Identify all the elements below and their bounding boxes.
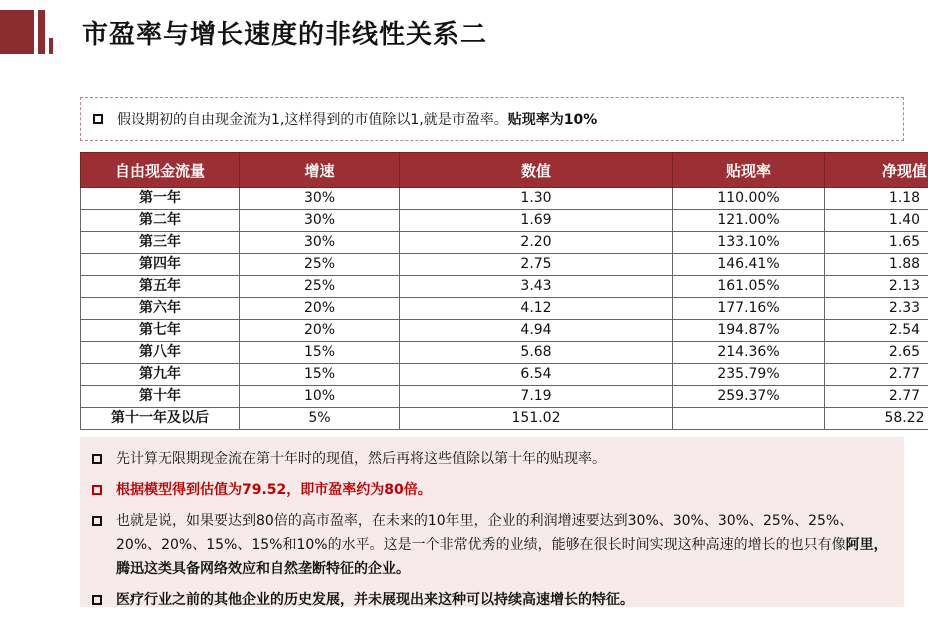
cell-growth: 25% — [240, 276, 400, 298]
bullet-square-red-icon — [92, 485, 102, 495]
note-item — [92, 509, 892, 581]
logo-bar-wide — [0, 10, 34, 54]
page-title: 市盈率与增长速度的非线性关系二 — [82, 20, 488, 50]
cell-discount: 214.36% — [673, 342, 825, 364]
cell-year: 第四年 — [81, 254, 240, 276]
logo-bar-narrow — [38, 10, 45, 54]
cell-npv: 58.22 — [825, 408, 928, 430]
table-row — [81, 276, 928, 298]
table-row — [81, 320, 928, 342]
note-text-valuation: 根据模型得到估值为79.52，即市盈率约为80倍。 — [116, 482, 432, 498]
cell-year: 第六年 — [81, 298, 240, 320]
cell-growth: 30% — [240, 188, 400, 210]
cell-discount — [673, 408, 825, 430]
note-text-growth: 也就是说，如果要达到80倍的高市盈率，在未来的10年里，企业的利润增速要达到30%、30%、30%、25%、25%、20%、20%、15%、15%和10%的水平。这是一个非常优秀的业绩，能够在很长时间实现这种高速的增长的也只有像阿里，腾迅这类具备网络效应和自然垄断特征的企业。 — [116, 513, 888, 577]
cell-value: 3.43 — [400, 276, 673, 298]
table-row — [81, 364, 928, 386]
cell-value: 4.12 — [400, 298, 673, 320]
table-row — [81, 342, 928, 364]
cell-npv: 1.65 — [825, 232, 928, 254]
cell-growth: 15% — [240, 364, 400, 386]
header-value: 数值 — [400, 153, 673, 188]
cell-npv: 2.13 — [825, 276, 928, 298]
table-header-row — [81, 153, 928, 188]
table-row — [81, 254, 928, 276]
cell-growth: 25% — [240, 254, 400, 276]
table-row — [81, 386, 928, 408]
cash-flow-table — [80, 152, 928, 430]
cell-year: 第十一年及以后 — [81, 408, 240, 430]
cell-discount: 133.10% — [673, 232, 825, 254]
cell-growth: 30% — [240, 232, 400, 254]
header-growth: 增速 — [240, 153, 400, 188]
cell-value: 5.68 — [400, 342, 673, 364]
cell-discount: 161.05% — [673, 276, 825, 298]
table-row — [81, 408, 928, 430]
table-row — [81, 298, 928, 320]
cell-npv: 2.77 — [825, 364, 928, 386]
cell-discount: 110.00% — [673, 188, 825, 210]
cell-value: 1.30 — [400, 188, 673, 210]
logo-bar-short — [49, 38, 53, 54]
cell-growth: 5% — [240, 408, 400, 430]
assumption-text: 假设期初的自由现金流为1,这样得到的市值除以1,就是市盈率。贴现率为10% — [117, 112, 598, 128]
assumption-box — [80, 97, 904, 141]
bullet-square-icon — [92, 595, 102, 605]
cell-discount: 194.87% — [673, 320, 825, 342]
cell-npv: 2.77 — [825, 386, 928, 408]
cell-growth: 10% — [240, 386, 400, 408]
cell-discount: 146.41% — [673, 254, 825, 276]
header-discount: 贴现率 — [673, 153, 825, 188]
cell-discount: 177.16% — [673, 298, 825, 320]
cell-npv: 2.65 — [825, 342, 928, 364]
cell-year: 第五年 — [81, 276, 240, 298]
cell-growth: 15% — [240, 342, 400, 364]
cell-year: 第三年 — [81, 232, 240, 254]
cell-growth: 30% — [240, 210, 400, 232]
header-npv: 净现值 — [825, 153, 928, 188]
cell-growth: 20% — [240, 320, 400, 342]
note-text: 先计算无限期现金流在第十年时的现值，然后再将这些值除以第十年的贴现率。 — [116, 451, 606, 467]
note-item — [92, 447, 892, 471]
bullet-square-icon — [92, 516, 102, 526]
cell-value: 7.19 — [400, 386, 673, 408]
notes-box — [80, 437, 904, 607]
bullet-square-icon — [92, 454, 102, 464]
cell-year: 第八年 — [81, 342, 240, 364]
cell-year: 第二年 — [81, 210, 240, 232]
cell-npv: 2.33 — [825, 298, 928, 320]
bullet-square-icon — [93, 114, 103, 124]
cell-year: 第十年 — [81, 386, 240, 408]
note-item-highlight — [92, 478, 892, 502]
cell-value: 4.94 — [400, 320, 673, 342]
cell-npv: 2.54 — [825, 320, 928, 342]
cell-value: 2.20 — [400, 232, 673, 254]
table-row — [81, 188, 928, 210]
cell-discount: 259.37% — [673, 386, 825, 408]
cell-discount: 235.79% — [673, 364, 825, 386]
cell-npv: 1.18 — [825, 188, 928, 210]
note-item — [92, 588, 892, 612]
table-row — [81, 210, 928, 232]
cell-year: 第一年 — [81, 188, 240, 210]
cell-growth: 20% — [240, 298, 400, 320]
note-text-medical: 医疗行业之前的其他企业的历史发展，并未展现出来这种可以持续高速增长的特征。 — [116, 592, 634, 608]
cell-value: 151.02 — [400, 408, 673, 430]
cell-value: 2.75 — [400, 254, 673, 276]
cell-year: 第九年 — [81, 364, 240, 386]
cell-value: 1.69 — [400, 210, 673, 232]
cell-year: 第七年 — [81, 320, 240, 342]
cell-npv: 1.40 — [825, 210, 928, 232]
cell-npv: 1.88 — [825, 254, 928, 276]
cell-discount: 121.00% — [673, 210, 825, 232]
table-row — [81, 232, 928, 254]
header-cash-flow: 自由现金流量 — [81, 153, 240, 188]
cell-value: 6.54 — [400, 364, 673, 386]
